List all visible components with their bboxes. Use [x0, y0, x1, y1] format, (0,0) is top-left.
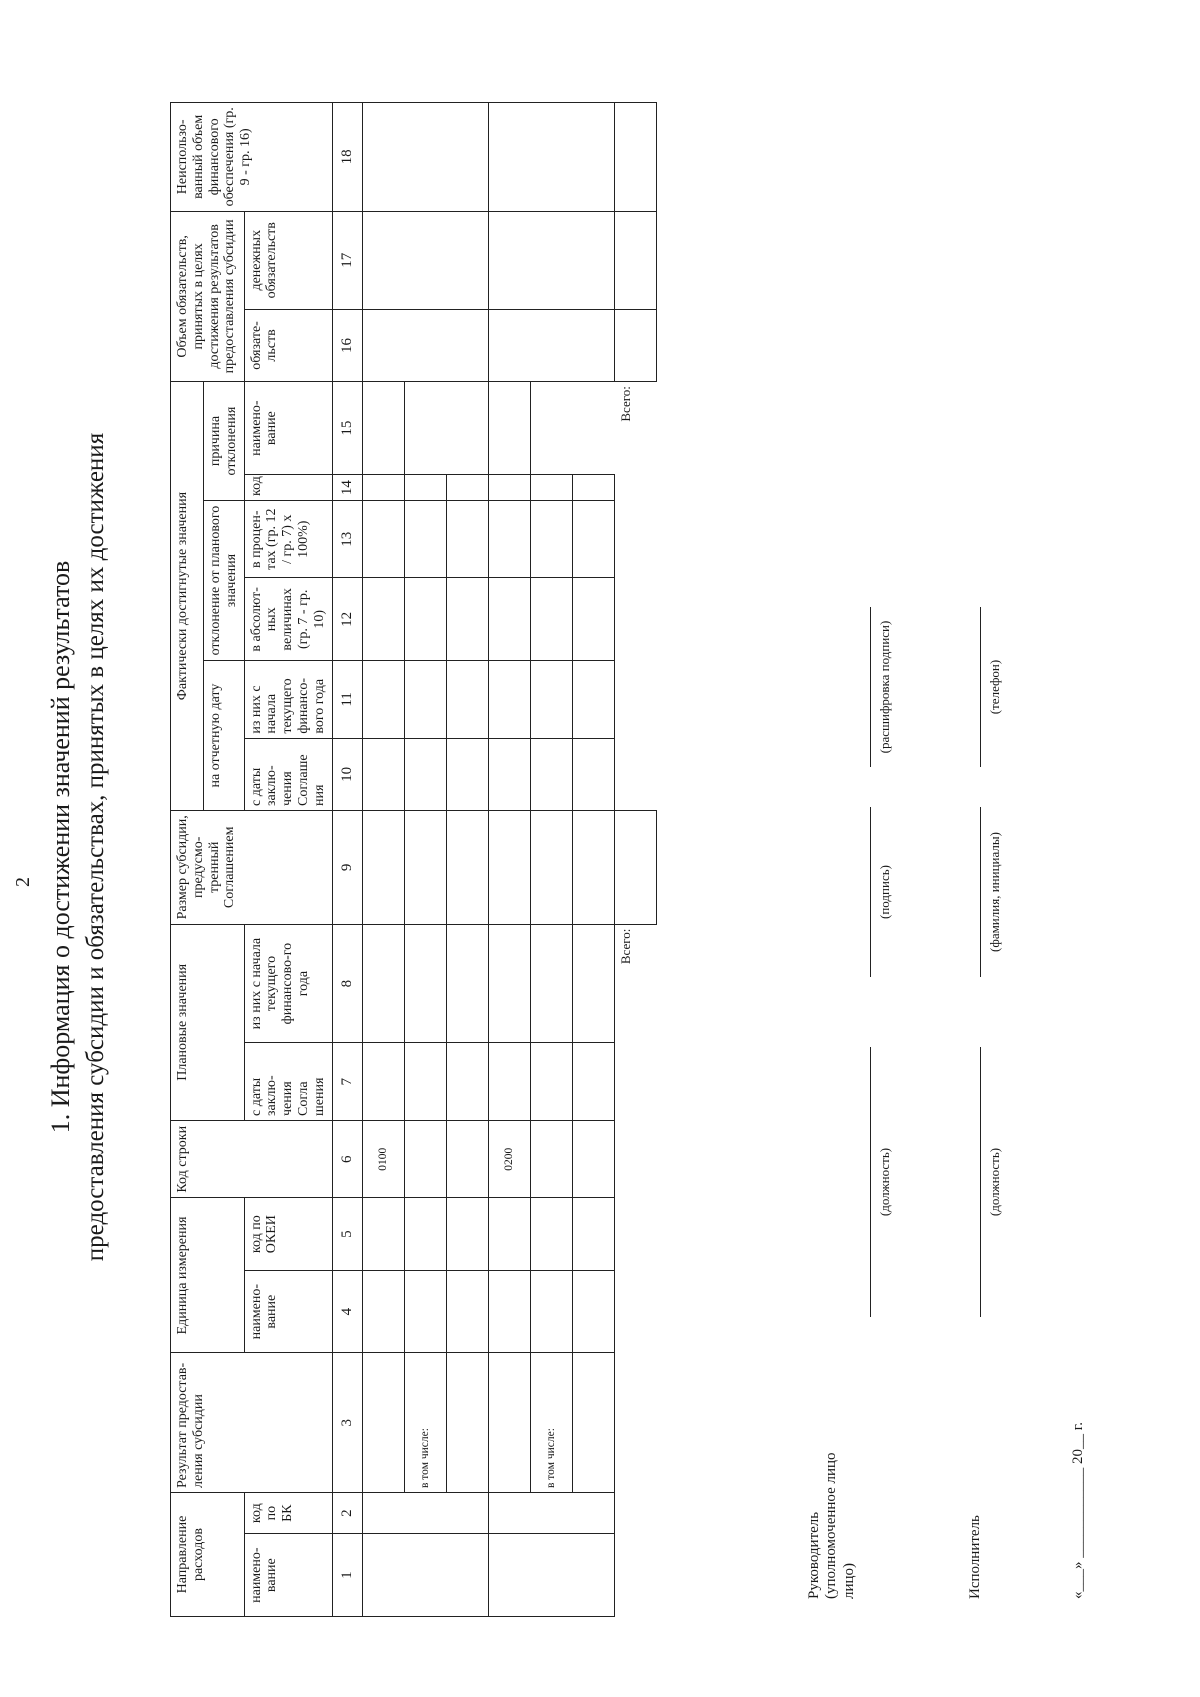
table-cell	[446, 738, 488, 810]
total-label-plan: Всего:	[617, 928, 633, 965]
table-cell	[362, 1043, 404, 1121]
table-cell	[572, 578, 614, 661]
total-label-obligations-cell	[614, 382, 656, 811]
table-cell	[362, 661, 404, 739]
table-cell	[530, 1198, 572, 1270]
executor-phone-caption: (телефон)	[987, 659, 1002, 715]
row-code-0200: 0200	[488, 1121, 530, 1199]
executor-position-line	[980, 1047, 981, 1317]
table-cell	[362, 211, 488, 309]
executor-label: Исполнитель	[967, 1515, 983, 1599]
header-unused: Неиспользо-ванный объем финансового обеспечения (гр. 9 - гр. 16)	[171, 103, 333, 212]
header-plan-since-year: из них с начала текущего финансово-го года	[244, 924, 332, 1043]
table-cell	[530, 1043, 572, 1121]
including-label: в том числе:	[404, 1353, 446, 1493]
column-number-1: 1	[332, 1534, 362, 1617]
header-deviation-reason: причина отклонения	[204, 382, 245, 501]
column-number-3: 3	[332, 1353, 362, 1493]
date-line: «___» ____________ 20__ г.	[1070, 1422, 1086, 1599]
table-cell	[404, 1043, 446, 1121]
table-cell	[404, 1270, 446, 1353]
table-cell	[404, 924, 446, 1043]
table-cell	[404, 500, 446, 578]
table-cell	[404, 738, 446, 810]
table-cell	[362, 1270, 404, 1353]
header-name-col4: наимено-вание	[244, 1270, 332, 1353]
header-obligations: Объем обязательств, принятых в целях достижения результатов предоставления субсидии	[171, 211, 245, 382]
table-cell	[362, 1353, 404, 1493]
table-cell	[488, 382, 530, 475]
table-cell	[362, 309, 488, 381]
form-title-line-2: предоставления субсидии и обязательствах, принятых в целях их достижения	[82, 432, 109, 1262]
header-reason-name: наимено-вание	[244, 382, 332, 475]
table-cell	[488, 309, 614, 381]
header-subsidy-size: Размер субсидии, предусмо-тренный Соглашением	[171, 810, 333, 924]
table-cell	[530, 1121, 572, 1199]
table-cell	[362, 578, 404, 661]
table-cell	[446, 1121, 488, 1199]
table-cell	[446, 924, 488, 1043]
table-cell	[446, 578, 488, 661]
column-number-8: 8	[332, 924, 362, 1043]
head-position-line	[870, 1047, 871, 1317]
column-number-11: 11	[332, 661, 362, 739]
results-table	[170, 102, 657, 1617]
table-cell	[488, 924, 530, 1043]
table-cell	[362, 810, 404, 924]
table-cell	[362, 475, 404, 501]
table-cell	[362, 924, 404, 1043]
table-cell	[572, 500, 614, 578]
table-cell	[488, 578, 530, 661]
header-pct-deviation: в процен-тах (гр. 12 / гр. 7) x 100%)	[244, 500, 332, 578]
total-label-plan-cell	[614, 924, 656, 1616]
column-number-16: 16	[332, 309, 362, 381]
header-on-date: на отчетную дату	[204, 661, 245, 811]
table-cell	[488, 1353, 530, 1493]
table-cell	[530, 1270, 572, 1353]
table-cell	[530, 924, 572, 1043]
head-signature-line	[870, 807, 871, 977]
table-cell	[572, 738, 614, 810]
table-cell	[362, 1534, 488, 1617]
table-cell	[530, 661, 572, 739]
header-result: Результат предостав-ления субсидии	[171, 1353, 333, 1493]
table-cell	[446, 810, 488, 924]
table-cell	[362, 500, 404, 578]
table-cell	[446, 1198, 488, 1270]
header-unit: Единица измерения	[171, 1198, 245, 1353]
executor-phone-line	[980, 607, 981, 767]
column-number-4: 4	[332, 1270, 362, 1353]
page-number: 2	[12, 877, 34, 887]
table-cell	[572, 1043, 614, 1121]
column-number-10: 10	[332, 738, 362, 810]
table-cell	[362, 738, 404, 810]
form-title-line-1: 1. Информация о достижении значений результатов	[46, 560, 75, 1134]
table-cell	[572, 1198, 614, 1270]
executor-name-caption: (фамилия, инициалы)	[987, 832, 1002, 952]
total-money-obligations-cell	[614, 211, 656, 309]
executor-name-line	[980, 807, 981, 977]
column-number-6: 6	[332, 1121, 362, 1199]
table-cell	[488, 1198, 530, 1270]
column-number-2: 2	[332, 1493, 362, 1534]
table-cell	[572, 810, 614, 924]
table-cell	[404, 1198, 446, 1270]
table-cell	[572, 924, 614, 1043]
row-code-0100: 0100	[362, 1121, 404, 1199]
table-cell	[488, 103, 614, 212]
table-cell	[488, 500, 530, 578]
table-cell	[572, 475, 614, 501]
table-cell	[404, 810, 446, 924]
header-code-bk: код по БК	[244, 1493, 332, 1534]
table-cell	[530, 810, 572, 924]
header-obl-17: денежных обязательств	[244, 211, 332, 309]
header-actual-from-date: с даты заклю-чения Соглаше ния	[244, 738, 332, 810]
head-decoding-caption: (расшифровка подписи)	[877, 620, 892, 754]
column-number-18: 18	[332, 103, 362, 212]
table-cell	[362, 1493, 488, 1534]
table-cell	[446, 500, 488, 578]
table-cell	[404, 1121, 446, 1199]
table-cell	[446, 1270, 488, 1353]
header-name-col1: наимено-вание	[244, 1534, 332, 1617]
total-obligations-cell	[614, 309, 656, 381]
table-cell	[404, 578, 446, 661]
table-cell	[488, 738, 530, 810]
header-row-code: Код строки	[171, 1121, 333, 1199]
total-subsidy-cell	[614, 810, 656, 924]
head-signature-caption: (подпись)	[877, 865, 892, 919]
header-actual-since-year: из них с начала текущего финансо-вого года	[244, 661, 332, 739]
column-number-17: 17	[332, 211, 362, 309]
table-cell	[404, 475, 446, 501]
table-cell	[488, 475, 530, 501]
table-cell	[572, 1353, 614, 1493]
column-number-5: 5	[332, 1198, 362, 1270]
table-cell	[572, 1121, 614, 1199]
table-cell	[362, 103, 488, 212]
including-label: в том числе:	[530, 1353, 572, 1493]
table-cell	[488, 211, 614, 309]
table-cell	[488, 1534, 614, 1617]
table-cell	[446, 1353, 488, 1493]
total-label-obligations: Всего:	[617, 386, 633, 422]
table-cell	[488, 1043, 530, 1121]
column-number-12: 12	[332, 578, 362, 661]
table-cell	[488, 1270, 530, 1353]
head-label: Руководитель (уполномоченное лицо лицо)	[806, 1452, 857, 1599]
table-cell	[446, 1043, 488, 1121]
header-plan-from-date: с даты заклю-чения Согла шения	[244, 1043, 332, 1121]
head-position-caption: (должность)	[877, 1147, 892, 1217]
table-cell	[488, 810, 530, 924]
header-direction: Направление расходов	[171, 1493, 245, 1617]
executor-position-caption: (должность)	[987, 1147, 1002, 1217]
table-cell	[362, 1198, 404, 1270]
header-planned: Плановые значения	[171, 924, 245, 1120]
header-deviation-plan: отклонение от планового значения	[204, 500, 245, 660]
table-cell	[572, 661, 614, 739]
table-cell	[446, 475, 488, 501]
column-number-15: 15	[332, 382, 362, 475]
head-decoding-line	[870, 607, 871, 767]
column-number-13: 13	[332, 500, 362, 578]
total-unused-cell	[614, 103, 656, 212]
table-cell	[572, 1270, 614, 1353]
header-abs-deviation: в абсолют-ных величинах (гр. 7 - гр. 10)	[244, 578, 332, 661]
header-obl-16: обязате-льств	[244, 309, 332, 381]
table-cell	[530, 578, 572, 661]
table-cell	[362, 382, 404, 475]
table-cell	[488, 661, 530, 739]
column-number-7: 7	[332, 1043, 362, 1121]
header-actual: Фактически достигнутые значения	[171, 382, 204, 811]
table-cell	[446, 661, 488, 739]
table-cell	[530, 475, 572, 501]
table-cell	[488, 1493, 614, 1534]
table-cell	[404, 661, 446, 739]
header-reason-code: код	[244, 475, 332, 501]
column-number-9: 9	[332, 810, 362, 924]
table-cell	[530, 738, 572, 810]
header-code-okei: код по ОКЕИ	[244, 1198, 332, 1270]
column-number-14: 14	[332, 475, 362, 501]
table-cell	[530, 500, 572, 578]
